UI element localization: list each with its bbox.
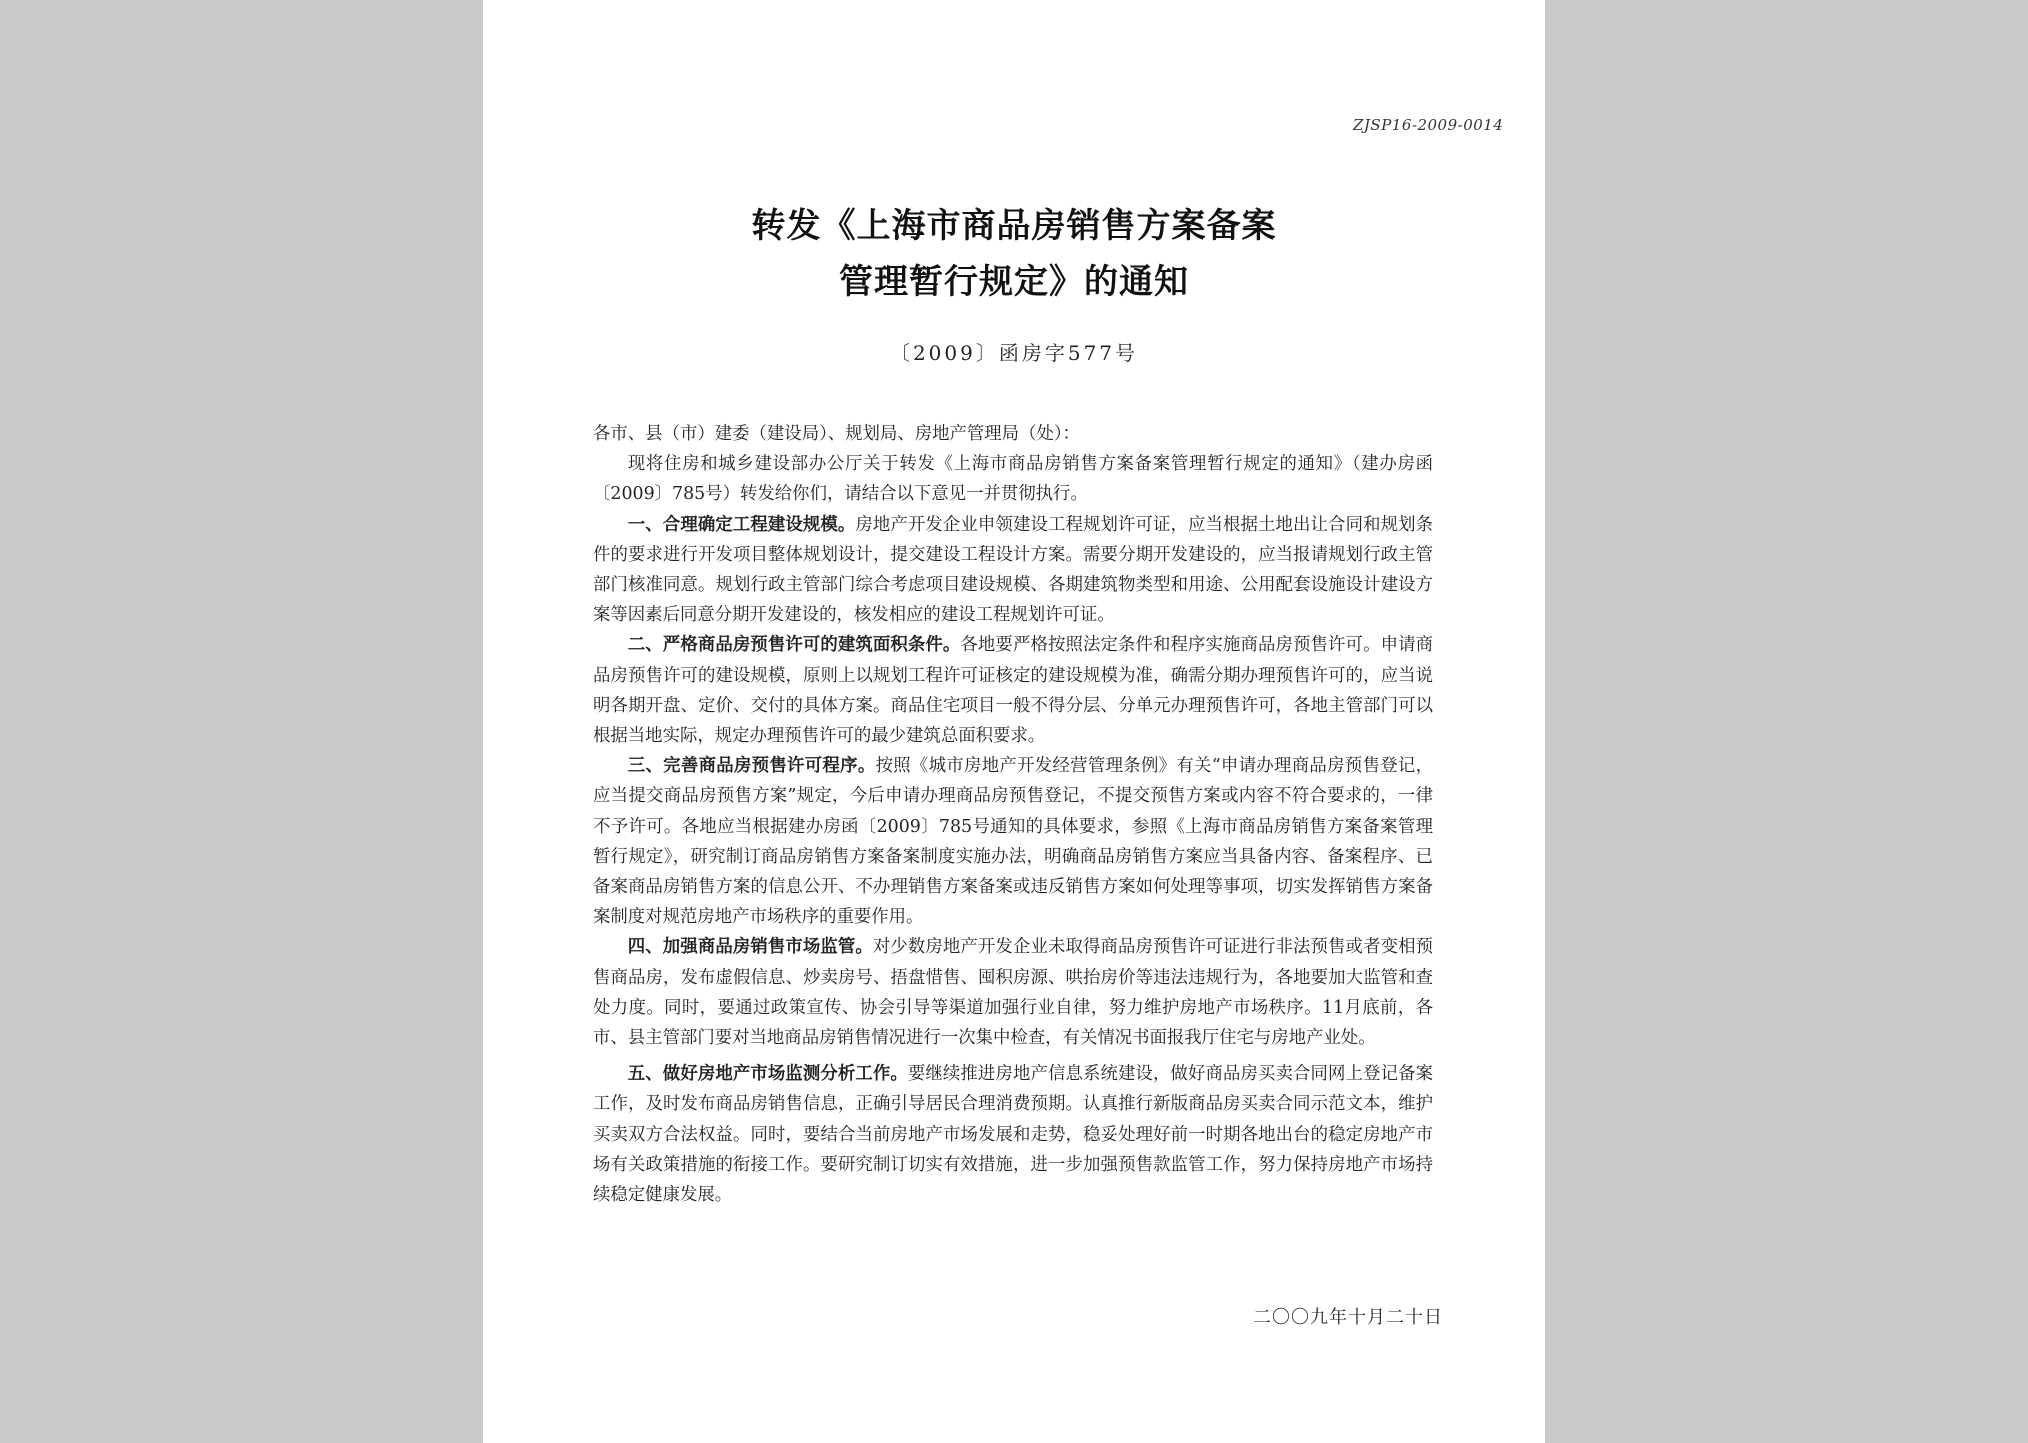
document-title-line-1: 转发《上海市商品房销售方案备案 [751, 206, 1277, 246]
salutation: 各市、县（市）建委（建设局）、规划局、房地产管理局（处）： [593, 424, 1080, 444]
section-3 [593, 751, 1433, 932]
section-2-heading: 二、严格商品房预售许可的建筑面积条件。 [627, 635, 961, 656]
document-date: 二〇〇九年十月二十日 [1253, 1307, 1443, 1328]
section-5-heading: 五、做好房地产市场监测分析工作。 [627, 1064, 908, 1085]
section-2-text: 各地要严格按照法定条件和程序实施商品房预售许可。申请商品房预售许可的建设规模，原则上以规划工程许可证核定的建设规模为准，确需分期办理预售许可的，应当说明各期开盘、定价、交付的具体方案。商品住宅项目一般不得分层、分单元办理预售许可，各地主管部门可以根据当地实际，规定办理预售许可的最少建筑总面积要求。 [593, 635, 1433, 747]
section-1 [593, 510, 1433, 631]
document-number: 〔2009〕函房字577号 [889, 341, 1139, 365]
section-4 [593, 932, 1433, 1053]
section-5-text: 要继续推进房地产信息系统建设，做好商品房买卖合同网上登记备案工作，及时发布商品房销售信息，正确引导居民合理消费预期。认真推行新版商品房买卖合同示范文本，维护买卖双方合法权益。同时，要结合当前房地产市场发展和走势，稳妥处理好前一时期各地出台的稳定房地产市场有关政策措施的衔接工作。要研究制订切实有效措施，进一步加强预售款监管工作，努力保持房地产市场持续稳定健康发展。 [593, 1064, 1433, 1206]
document-body [593, 419, 1433, 1210]
section-4-text: 对少数房地产开发企业未取得商品房预售许可证进行非法预售或者变相预售商品房，发布虚假信息、炒卖房号、捂盘惜售、囤积房源、哄抬房价等违法违规行为，各地要加大监管和查处力度。同时，要通过政策宣传、协会引导等渠道加强行业自律，努力维护房地产市场秩序。11月底前，各市、县主管部门要对当地商品房销售情况进行一次集中检查，有关情况书面报我厅住宅与房地产业处。 [593, 937, 1433, 1049]
section-4-heading: 四、加强商品房销售市场监管。 [627, 937, 873, 958]
section-5 [593, 1059, 1433, 1210]
section-3-heading: 三、完善商品房预售许可程序。 [627, 756, 876, 777]
section-2 [593, 630, 1433, 751]
section-1-heading: 一、合理确定工程建设规模。 [627, 514, 856, 535]
section-3-text: 按照《城市房地产开发经营管理条例》有关“申请办理商品房预售登记，应当提交商品房预售方案”规定，今后申请办理商品房预售登记，不提交预售方案或内容不符合要求的，一律不予许可。各地应当根据建办房函〔2009〕785号通知的具体要求，参照《上海市商品房销售方案备案管理暂行规定》，研究制订商品房销售方案备案制度实施办法，明确商品房销售方案应当具备内容、备案程序、已备案商品房销售方案的信息公开、不办理销售方案备案或违反销售方案如何处理等事项，切实发挥销售方案备案制度对规范房地产市场秩序的重要作用。 [593, 756, 1433, 928]
document-code: ZJSP16-2009-0014 [1353, 116, 1504, 134]
document-title-line-2: 管理暂行规定》的通知 [839, 262, 1189, 302]
section-1-text: 房地产开发企业申领建设工程规划许可证，应当根据土地出让合同和规划条件的要求进行开发项目整体规划设计，提交建设工程设计方案。需要分期开发建设的，应当报请规划行政主管部门核准同意。规划行政主管部门综合考虑项目建设规模、各期建筑物类型和用途、公用配套设施设计建设方案等因素后同意分期开发建设的，核发相应的建设工程规划许可证。 [593, 514, 1433, 626]
intro-paragraph: 现将住房和城乡建设部办公厅关于转发《上海市商品房销售方案备案管理暂行规定的通知》（建办房函〔2009〕785号）转发给你们，请结合以下意见一并贯彻执行。 [593, 454, 1433, 505]
document-page [483, 0, 1545, 1443]
